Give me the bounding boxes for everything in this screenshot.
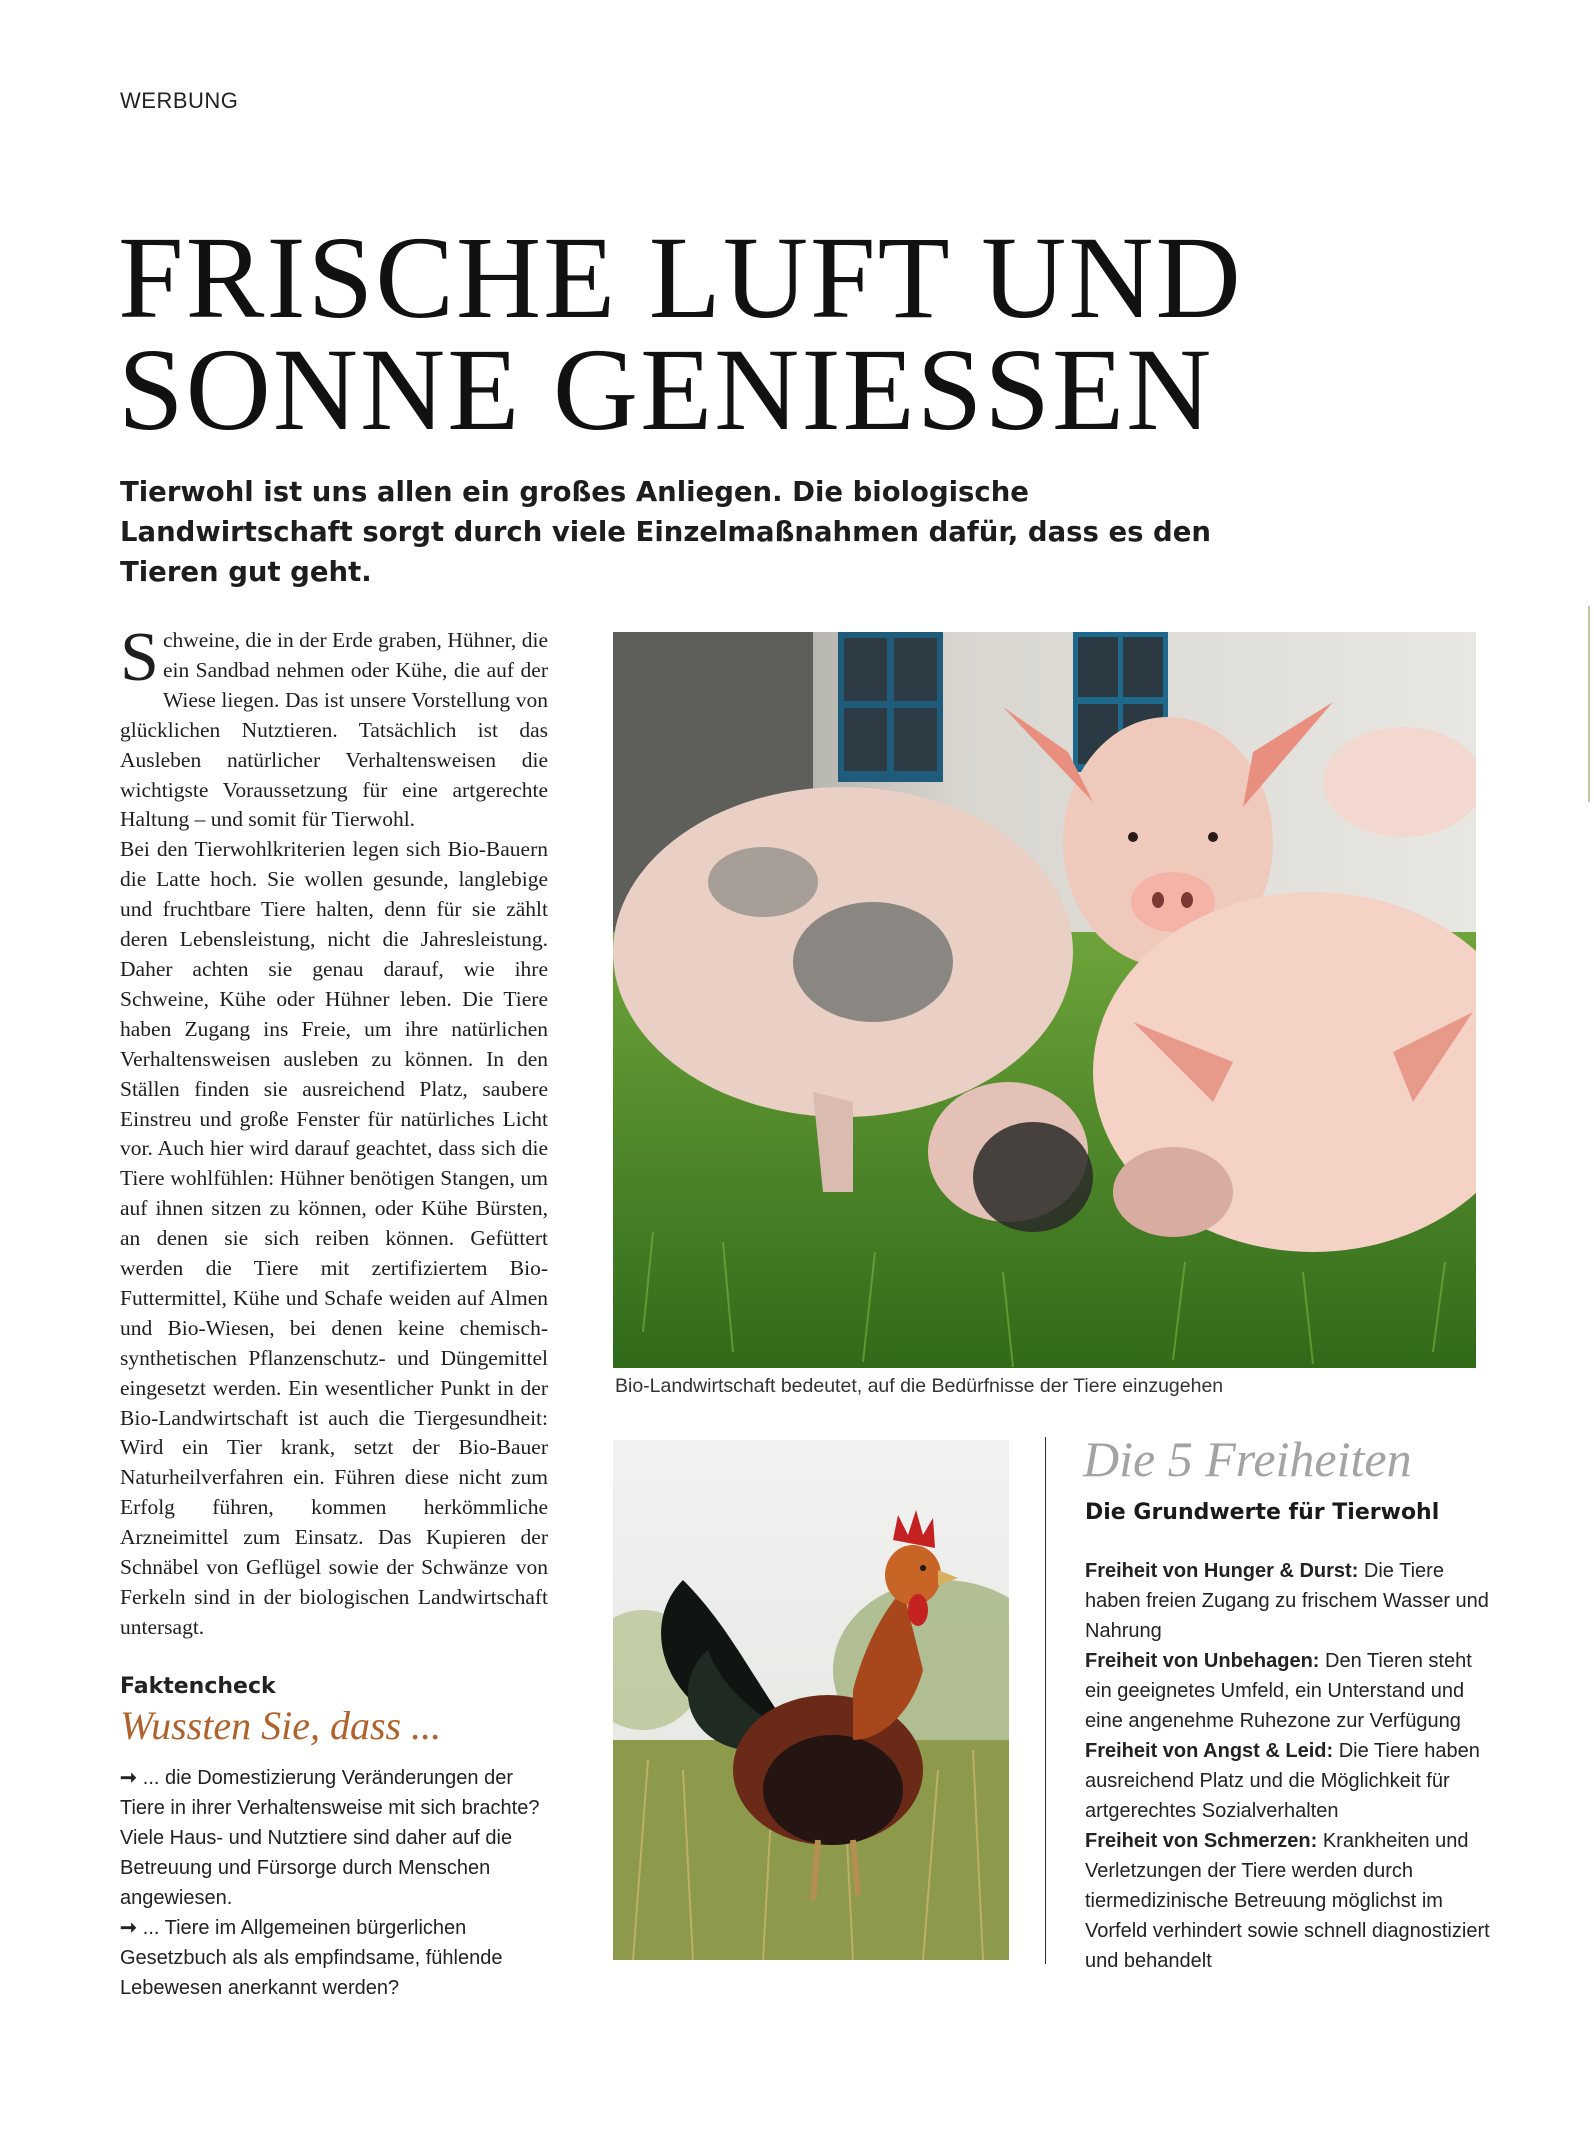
- body-paragraph-1-text: chweine, die in der Erde graben, Hühner, die ein Sandbad nehmen oder Kühe, die auf der Wiese liegen. Das ist unsere Vorstellung von glücklichen Nutztieren. Tatsächlich ist das Ausleben natürlicher Verhaltensweisen die wichtigste Voraussetzung für eine artgerechte Haltung – und somit für Tierwohl.: [120, 628, 548, 832]
- freedom-item: [1085, 1556, 1490, 1646]
- freedom-item: [1085, 1646, 1490, 1736]
- intro-lead: Tierwohl ist uns allen ein großes Anliegen. Die biologische Landwirtschaft sorgt durch viele Einzelmaßnahmen dafür, dass es den Tieren gut geht.: [120, 476, 1211, 588]
- factcheck-item: [120, 1913, 560, 2003]
- factcheck-list: [120, 1763, 560, 2003]
- rooster-illustration: [613, 1440, 1009, 1960]
- freedom-text: Die Tiere haben freien Zugang zu frischem Wasser und Nahrung: [1085, 1560, 1489, 1642]
- body-text: [120, 619, 548, 1643]
- freedom-item: [1085, 1826, 1490, 1976]
- section-kicker: WERBUNG: [120, 88, 239, 113]
- freedom-text: Die Tiere haben ausreichend Platz und die Möglichkeit für artgerechtes Sozialverhalten: [1085, 1740, 1480, 1822]
- factcheck-item: [120, 1763, 560, 1913]
- freedom-text: Krankheiten und Verletzungen der Tiere werden durch tiermedizinische Betreuung möglichst im Vorfeld verhindert sowie schnell diagnostiziert und behandelt: [1085, 1830, 1490, 1972]
- headline-line-2: SONNE GENIESSEN: [118, 324, 1214, 455]
- freedom-term: Freiheit von Schmerzen:: [1085, 1830, 1318, 1852]
- factcheck-label: Faktencheck: [120, 1674, 276, 1699]
- arrow-right-icon: ➞: [120, 1767, 137, 1789]
- column-divider: [1045, 1437, 1046, 1964]
- body-paragraph-2: Bei den Tierwohlkriterien legen sich Bio-Bauern die Latte hoch. Sie wollen gesunde, langlebige und fruchtbare Tiere halten, denn für sie zählt deren Lebensleistung, nicht die Jahresleistung. Daher achten sie genau darauf, wie ihre Schweine, Kühe oder Hühner leben. Die Tiere haben Zugang ins Freie, um ihre natürlichen Verhaltensweisen ausleben zu können. In den Ställen finden sie ausreichend Platz, saubere Einstreu und große Fenster für natürliches Licht vor. Auch hier wird darauf geachtet, dass sich die Tiere wohlfühlen: Hühner benötigen Stangen, um auf ihnen sitzen zu können, oder Kühe Bürsten, an denen sie sich reiben können. Gefüttert werden die Tiere mit zertifiziertem Bio-Futtermittel, Kühe und Schafe weiden auf Almen und Bio-Wiesen, bei denen keine chemisch-synthetischen Pflanzenschutz- und Düngemittel eingesetzt werden. Ein wesentlicher Punkt in der Bio-Landwirtschaft ist auch die Tiergesundheit: Wird ein Tier krank, setzt der Bio-Bauer Naturheilverfahren ein. Führen diese nicht zum Erfolg führen, kommen herkömmliche Arzneimittel zum Einsatz. Das Kupieren der Schnäbel von Geflügel sowie der Schwänze von Ferkeln sind in der biologischen Landwirtschaft untersagt.: [120, 837, 548, 1639]
- page-headline: [118, 212, 1418, 455]
- freedoms-title: Die 5 Freiheiten: [1083, 1431, 1412, 1487]
- factcheck-title: Wussten Sie, dass ...: [120, 1703, 442, 1748]
- pigs-illustration: [613, 632, 1476, 1368]
- freedom-text: Den Tieren steht ein geeignetes Umfeld, ein Unterstand und eine angenehme Ruhezone zur Verfügung: [1085, 1650, 1472, 1732]
- arrow-right-icon: ➞: [120, 1917, 137, 1939]
- headline-line-1: FRISCHE LUFT UND: [118, 212, 1243, 343]
- freedoms-list: [1085, 1556, 1490, 1976]
- pigs-photo: [613, 632, 1476, 1368]
- freedom-term: Freiheit von Hunger & Durst:: [1085, 1560, 1359, 1582]
- photo-caption: Bio-Landwirtschaft bedeutet, auf die Bedürfnisse der Tiere einzugehen: [615, 1375, 1224, 1397]
- drop-cap: S: [120, 619, 159, 696]
- body-paragraph-1: [120, 619, 548, 835]
- freedom-term: Freiheit von Unbehagen:: [1085, 1650, 1320, 1672]
- rooster-photo: [613, 1440, 1009, 1960]
- page-edge-mark: [1588, 606, 1590, 802]
- factcheck-item-text: ... die Domestizierung Veränderungen der Tiere in ihrer Verhaltensweise mit sich brachte? Viele Haus- und Nutztiere sind daher auf die Betreuung und Fürsorge durch Menschen angewiesen.: [120, 1767, 540, 1909]
- freedom-item: [1085, 1736, 1490, 1826]
- freedoms-subtitle: Die Grundwerte für Tierwohl: [1085, 1500, 1440, 1525]
- factcheck-item-text: ... Tiere im Allgemeinen bürgerlichen Gesetzbuch als als empfindsame, fühlende Lebewesen anerkannt werden?: [120, 1917, 503, 1999]
- freedom-term: Freiheit von Angst & Leid:: [1085, 1740, 1334, 1762]
